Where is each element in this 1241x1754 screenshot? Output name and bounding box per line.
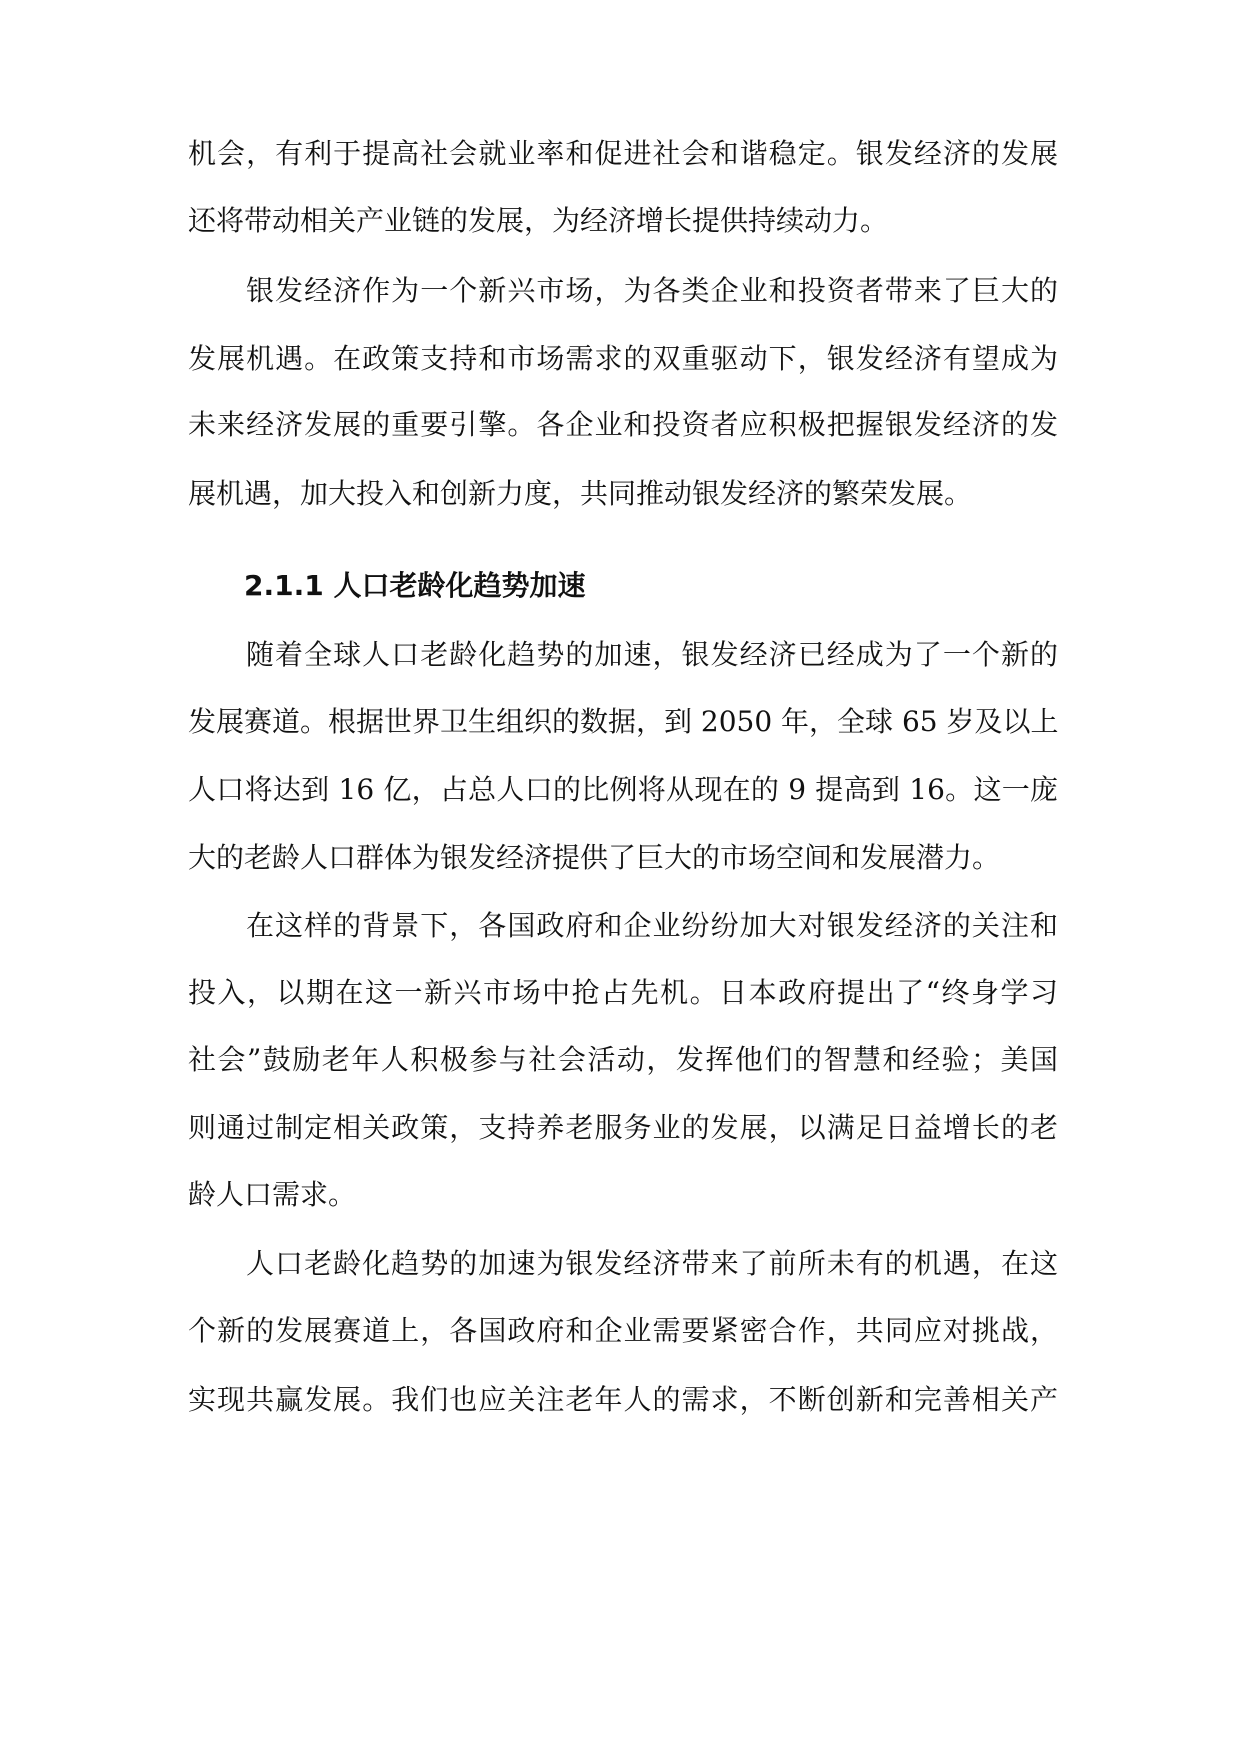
- paragraph-line: 发展赛道。根据世界卫生组织的数据，到 2050 年，全球 65 岁及以上: [188, 705, 1058, 738]
- paragraph-line: 银发经济作为一个新兴市场，为各类企业和投资者带来了巨大的: [246, 274, 1058, 307]
- paragraph-line: 还将带动相关产业链的发展，为经济增长提供持续动力。: [188, 204, 889, 237]
- paragraph-line: 社会”鼓励老年人积极参与社会活动，发挥他们的智慧和经验；美国: [188, 1043, 1058, 1076]
- paragraph-line: 展机遇，加大投入和创新力度，共同推动银发经济的繁荣发展。: [188, 477, 973, 510]
- paragraph-line: 在这样的背景下，各国政府和企业纷纷加大对银发经济的关注和: [246, 909, 1058, 942]
- section-heading: 2.1.1 人口老龄化趋势加速: [244, 569, 586, 602]
- paragraph-line: 人口将达到 16 亿，占总人口的比例将从现在的 9 提高到 16。这一庞: [188, 773, 1058, 806]
- paragraph-line: 则通过制定相关政策，支持养老服务业的发展，以满足日益增长的老: [188, 1111, 1058, 1144]
- paragraph-line: 大的老龄人口群体为银发经济提供了巨大的市场空间和发展潜力。: [188, 841, 1001, 874]
- paragraph-line: 实现共赢发展。我们也应关注老年人的需求，不断创新和完善相关产: [188, 1383, 1058, 1416]
- paragraph-line: 机会，有利于提高社会就业率和促进社会和谐稳定。银发经济的发展: [188, 137, 1058, 170]
- paragraph-line: 未来经济发展的重要引擎。各企业和投资者应积极把握银发经济的发: [188, 408, 1058, 441]
- paragraph-line: 投入，以期在这一新兴市场中抢占先机。日本政府提出了“终身学习: [188, 976, 1058, 1009]
- paragraph-line: 龄人口需求。: [188, 1178, 357, 1211]
- paragraph-line: 个新的发展赛道上，各国政府和企业需要紧密合作，共同应对挑战，: [188, 1314, 1058, 1347]
- paragraph-line: 发展机遇。在政策支持和市场需求的双重驱动下，银发经济有望成为: [188, 342, 1058, 375]
- paragraph-line: 人口老龄化趋势的加速为银发经济带来了前所未有的机遇，在这: [246, 1247, 1058, 1280]
- paragraph-line: 随着全球人口老龄化趋势的加速，银发经济已经成为了一个新的: [246, 638, 1058, 671]
